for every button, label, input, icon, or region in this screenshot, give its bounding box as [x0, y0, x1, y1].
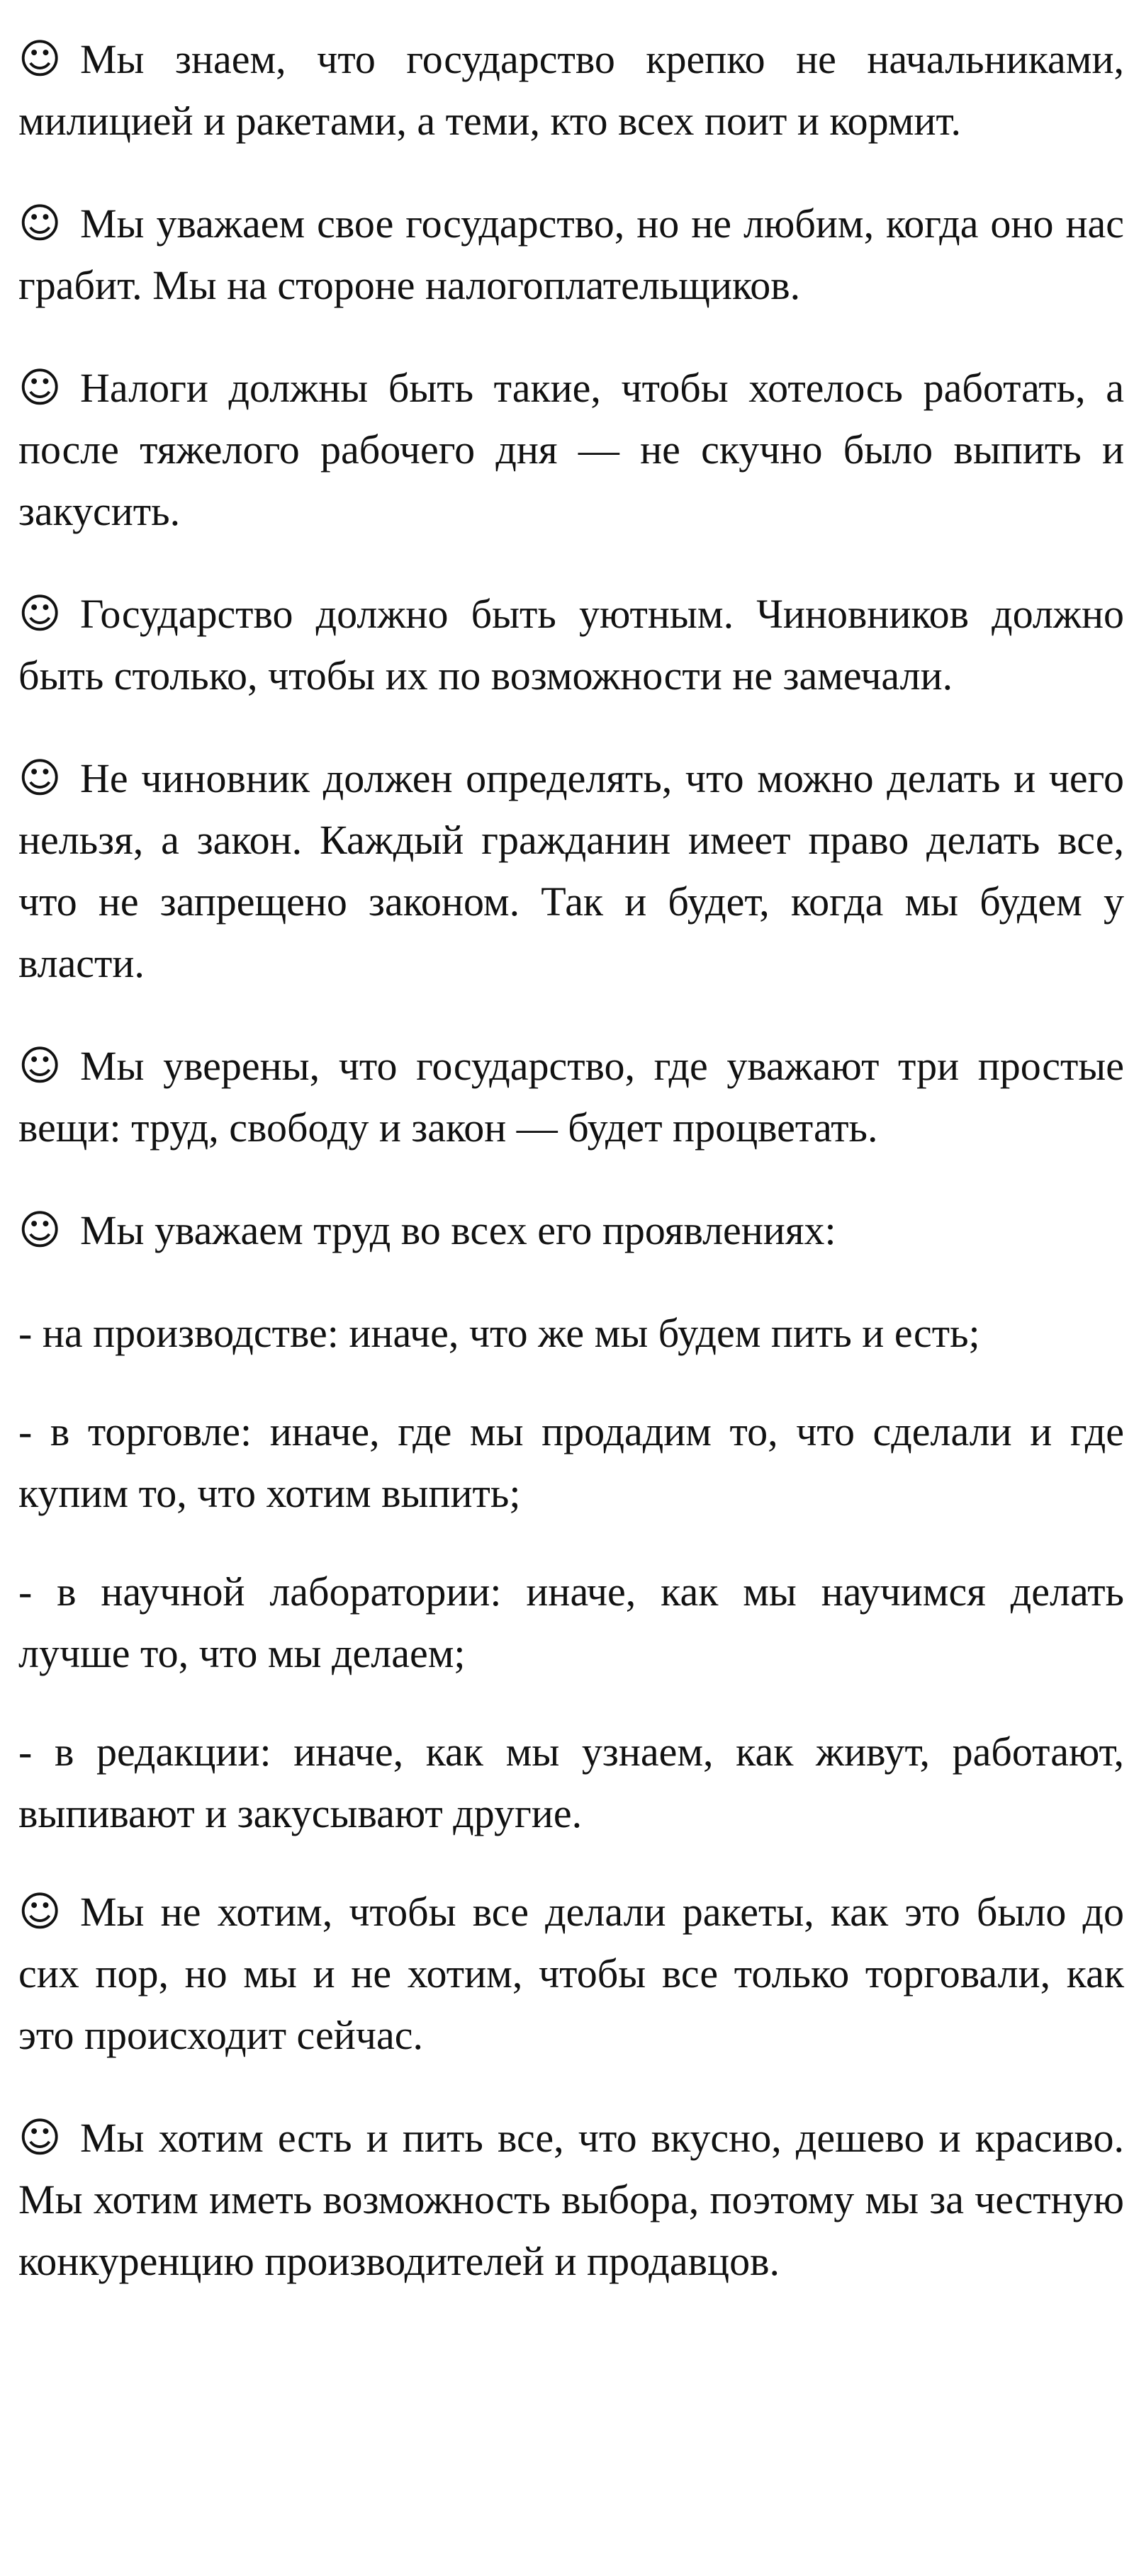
paragraph [18, 583, 1124, 706]
paragraph [18, 1881, 1124, 2066]
smiley-face-icon: ☺ [18, 754, 62, 802]
smiley-face-icon: ☺ [18, 1041, 62, 1090]
paragraph-text: Государство должно быть уютным. Чиновников должно быть столько, чтобы их по возможности не замечали. [18, 591, 1124, 699]
paragraph [18, 1199, 1124, 1261]
paragraph [18, 28, 1124, 152]
paragraph-text: Мы уверены, что государство, где уважают три простые вещи: труд, свободу и закон — будет процветать. [18, 1043, 1124, 1151]
list-item-text: - в торговле: иначе, где мы продадим то, что сделали и где купим то, что хотим выпить; [18, 1408, 1124, 1516]
paragraph-text: Мы хотим есть и пить все, что вкусно, дешево и красиво. Мы хотим иметь возможность выбора, поэтому мы за честную конкуренцию производителей и продавцов. [18, 2115, 1124, 2284]
smiley-face-icon: ☺ [18, 1206, 62, 1254]
list-item [18, 1401, 1124, 1524]
smiley-face-icon: ☺ [18, 2113, 62, 2162]
list-item-text: - в редакции: иначе, как мы узнаем, как живут, работают, выпивают и закусывают другие. [18, 1729, 1124, 1836]
paragraph-text: Не чиновник должен определять, что можно делать и чего нельзя, а закон. Каждый гражданин имеет право делать все, что не запрещено законом. Так и будет, когда мы будем у власти. [18, 755, 1124, 986]
paragraph-text: Мы уважаем свое государство, но не любим, когда оно нас грабит. Мы на стороне налогоплательщиков. [18, 200, 1124, 308]
paragraph [18, 193, 1124, 316]
list-item [18, 1302, 1124, 1364]
paragraph-text: Мы не хотим, чтобы все делали ракеты, как это было до сих пор, но мы и не хотим, чтобы все только торговали, как это происходит сейчас. [18, 1889, 1124, 2058]
paragraph-text: Мы уважаем труд во всех его проявлениях: [79, 1207, 836, 1253]
smiley-face-icon: ☺ [18, 363, 62, 412]
paragraph [18, 747, 1124, 994]
smiley-face-icon: ☺ [18, 589, 62, 638]
paragraph [18, 1035, 1124, 1158]
paragraph-text: Налоги должны быть такие, чтобы хотелось работать, а после тяжелого рабочего дня — не скучно было выпить и закусить. [18, 365, 1124, 534]
list-item [18, 1721, 1124, 1844]
list-item [18, 1561, 1124, 1684]
smiley-face-icon: ☺ [18, 1887, 62, 1936]
list-item-text: - на производстве: иначе, что же мы будем пить и есть; [18, 1310, 980, 1356]
smiley-face-icon: ☺ [18, 35, 62, 83]
paragraph [18, 2107, 1124, 2292]
paragraph-text: Мы знаем, что государство крепко не начальниками, милицией и ракетами, а теми, кто всех поит и кормит. [18, 36, 1124, 144]
document-page [18, 28, 1124, 2333]
list-item-text: - в научной лаборатории: иначе, как мы научимся делать лучше то, что мы делаем; [18, 1569, 1124, 1676]
paragraph [18, 357, 1124, 542]
smiley-face-icon: ☺ [18, 199, 62, 247]
